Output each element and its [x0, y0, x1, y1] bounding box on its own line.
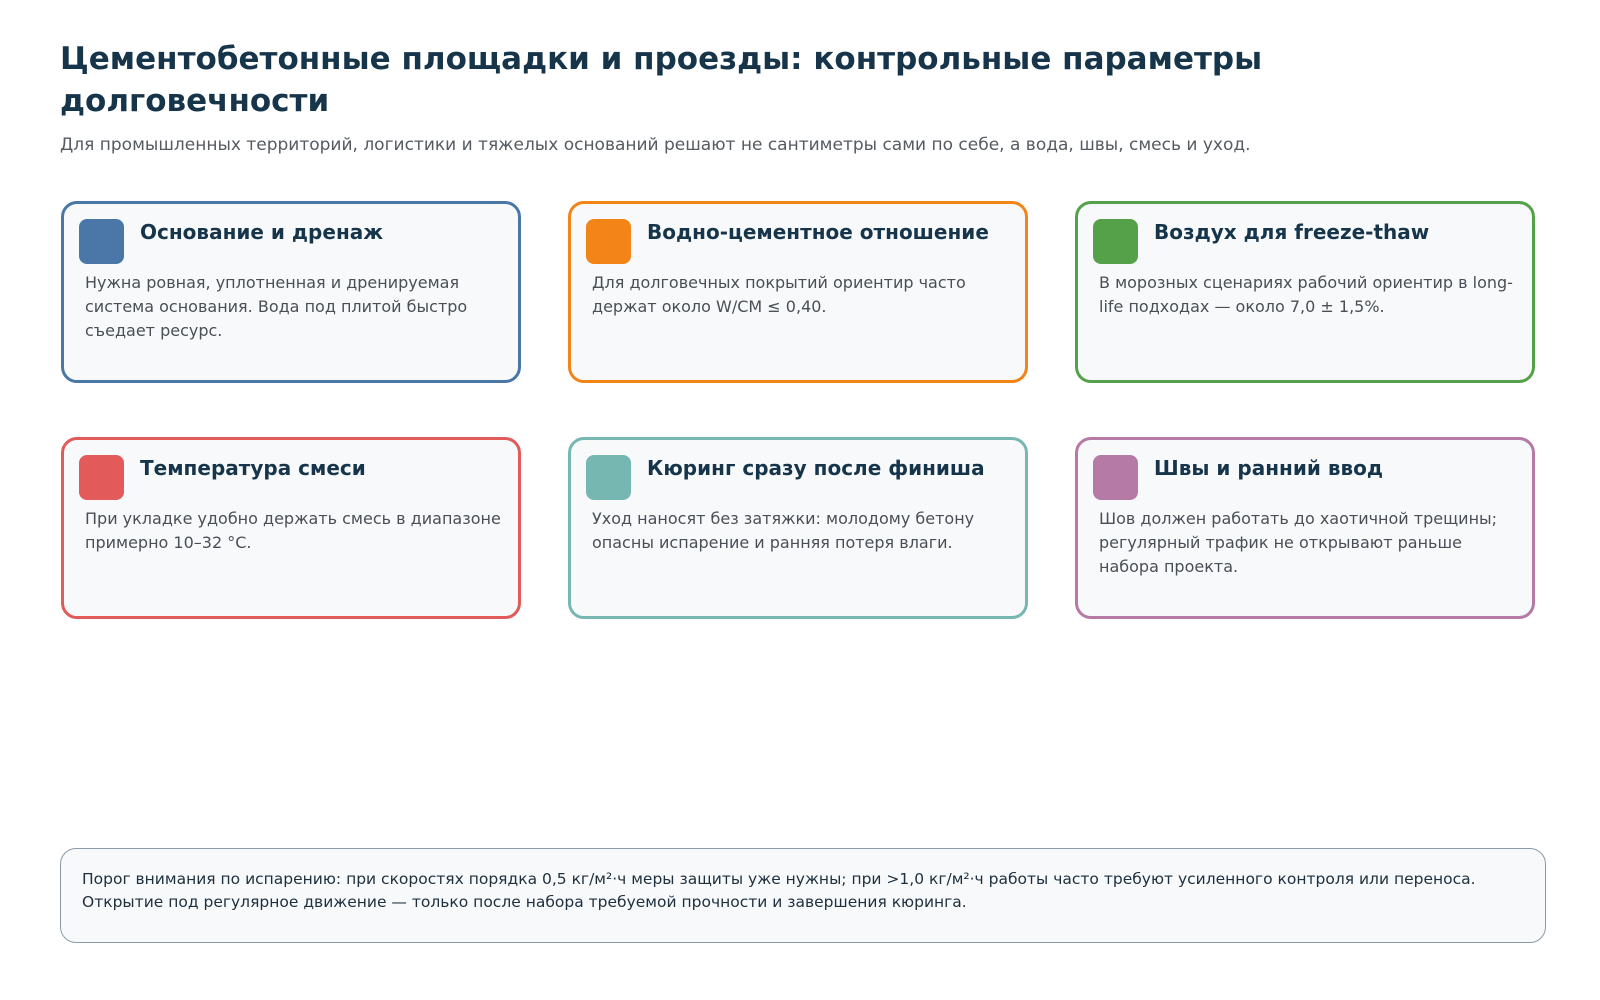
page-header	[60, 38, 1546, 156]
card-body: Шов должен работать до хаотичной трещины; регулярный трафик не открывают раньше набора проекта.	[1099, 509, 1498, 576]
card-color-swatch	[79, 219, 124, 264]
card-color-swatch	[586, 219, 631, 264]
card-body: Для долговечных покрытий ориентир часто держат около W/CM ≤ 0,40.	[592, 273, 966, 316]
card-mix-temperature	[61, 437, 521, 619]
card-body: В морозных сценариях рабочий ориентир в long-life подходах — около 7,0 ± 1,5%.	[1099, 273, 1513, 316]
card-title: Воздух для freeze-thaw	[1154, 220, 1430, 244]
card-joints-early-opening	[1075, 437, 1535, 619]
card-curing	[568, 437, 1028, 619]
page-title: Цементобетонные площадки и проезды: контрольные параметры долговечности	[60, 41, 1263, 119]
card-body: Уход наносят без затяжки: молодому бетону опасны испарение и ранняя потеря влаги.	[592, 509, 975, 552]
card-color-swatch	[586, 455, 631, 500]
card-title: Водно-цементное отношение	[647, 220, 989, 244]
card-air-freeze-thaw	[1075, 201, 1535, 383]
card-water-cement-ratio	[568, 201, 1028, 383]
card-body: Нужна ровная, уплотненная и дренируемая система основания. Вода под плитой быстро съедает ресурс.	[85, 273, 468, 340]
card-body: При укладке удобно держать смесь в диапазоне примерно 10–32 °C.	[85, 509, 501, 552]
card-title: Швы и ранний ввод	[1154, 456, 1384, 480]
card-title: Основание и дренаж	[140, 220, 384, 244]
evaporation-note	[60, 848, 1546, 943]
card-color-swatch	[1093, 455, 1138, 500]
card-color-swatch	[1093, 219, 1138, 264]
card-base-drainage	[61, 201, 521, 383]
note-text: Порог внимания по испарению: при скоростях порядка 0,5 кг/м²·ч меры защиты уже нужны; при >1,0 кг/м²·ч работы часто требуют усиленного контроля или переноса. Открытие под регулярное движение — только после набора требуемой прочности и завершения кюринга.	[82, 870, 1476, 911]
card-title: Температура смеси	[140, 456, 366, 480]
card-color-swatch	[79, 455, 124, 500]
page-subtitle: Для промышленных территорий, логистики и тяжелых оснований решают не сантиметры сами по себе, а вода, швы, смесь и уход.	[60, 135, 1251, 155]
card-title: Кюринг сразу после финиша	[647, 456, 985, 480]
